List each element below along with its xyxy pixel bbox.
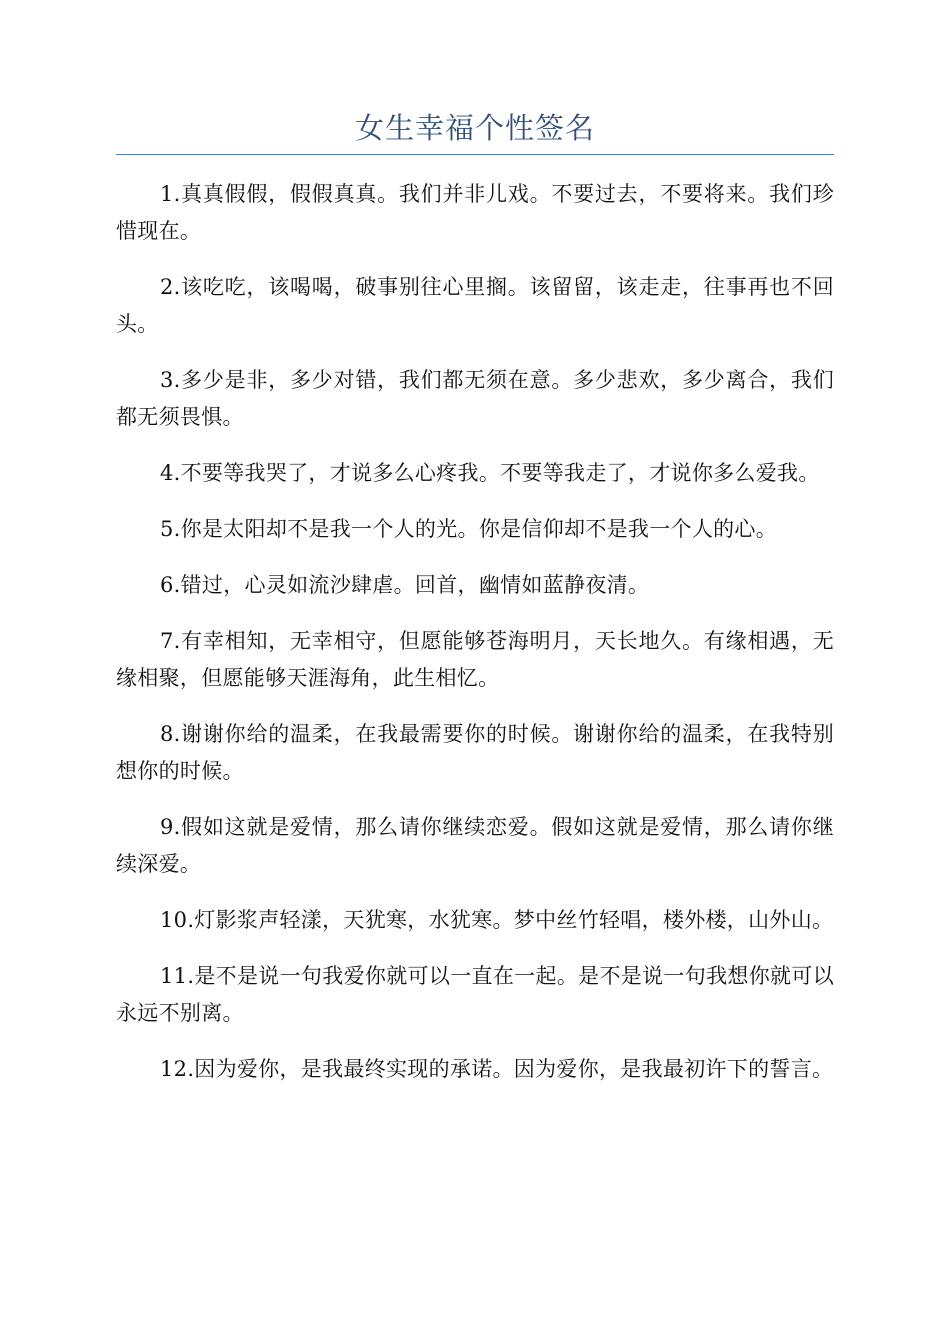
paragraph-1: 1.真真假假，假假真真。我们并非儿戏。不要过去，不要将来。我们珍惜现在。 [116,182,834,243]
document-title: 女生幸福个性签名 [354,111,595,145]
paragraph-12: 12.因为爱你，是我最终实现的承诺。因为爱你，是我最初许下的誓言。 [160,1057,834,1081]
paragraph-10: 10.灯影浆声轻漾，天犹寒，水犹寒。梦中丝竹轻唱，楼外楼，山外山。 [160,908,834,932]
paragraph-5: 5.你是太阳却不是我一个人的光。你是信仰却不是我一个人的心。 [160,517,778,541]
title-underline [116,154,834,155]
paragraph-11: 11.是不是说一句我爱你就可以一直在一起。是不是说一句我想你就可以永远不别离。 [116,964,834,1025]
paragraph-4: 4.不要等我哭了，才说多么心疼我。不要等我走了，才说你多么爱我。 [160,461,820,485]
paragraph-2: 2.该吃吃，该喝喝，破事别往心里搁。该留留，该走走，往事再也不回头。 [116,275,834,336]
paragraph-3: 3.多少是非，多少对错，我们都无须在意。多少悲欢，多少离合，我们都无须畏惧。 [116,368,834,429]
document-body [116,176,834,1107]
paragraph-6: 6.错过，心灵如流沙肆虐。回首，幽情如蓝静夜清。 [160,573,650,597]
paragraph-8: 8.谢谢你给的温柔，在我最需要你的时候。谢谢你给的温柔，在我特别想你的时候。 [116,722,834,783]
paragraph-7: 7.有幸相知，无幸相守，但愿能够苍海明月，天长地久。有缘相遇，无缘相聚，但愿能够天涯海角，此生相忆。 [116,629,834,690]
paragraph-9: 9.假如这就是爱情，那么请你继续恋爱。假如这就是爱情，那么请你继续深爱。 [116,815,834,876]
